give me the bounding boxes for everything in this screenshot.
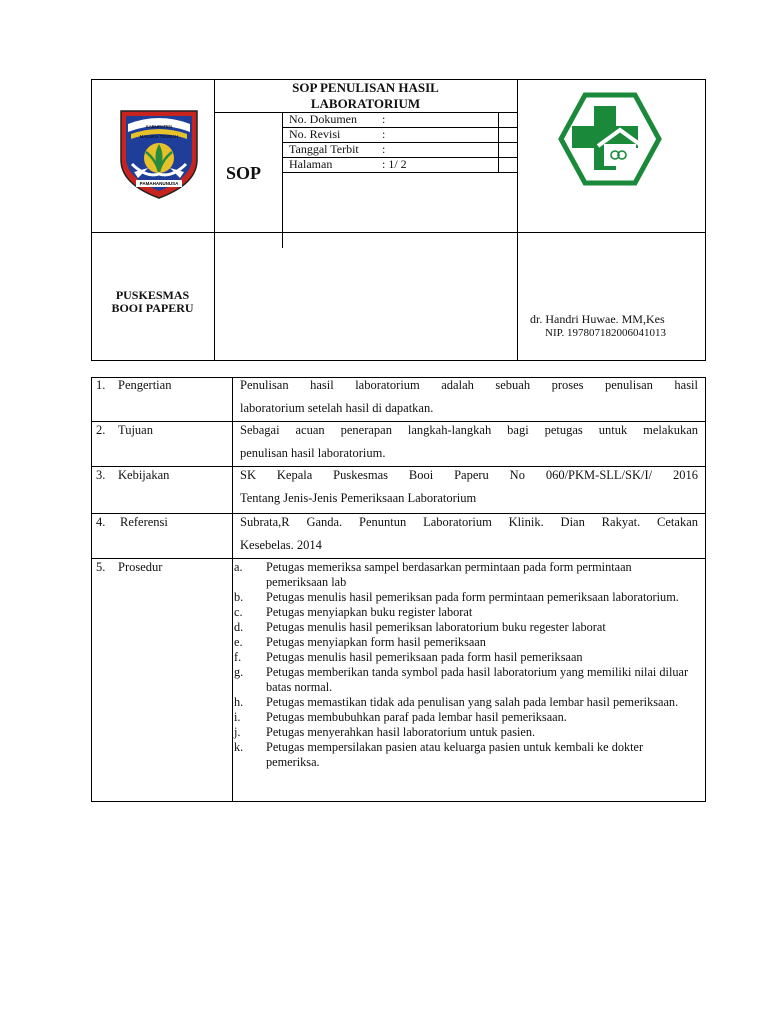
org-line-2: BOOI PAPERU xyxy=(111,301,194,315)
procedure-step-text: Petugas menulis hasil pemeriksan pada form permintaan pemeriksaan laboratorium. xyxy=(266,590,679,604)
signatory-nip: NIP. 197807182006041013 xyxy=(545,327,667,339)
section-content xyxy=(240,374,698,420)
doc-field-value: : xyxy=(382,127,386,141)
procedure-step-text: Petugas memastikan tidak ada penulisan yang salah pada lembar hasil pemeriksaan. xyxy=(266,695,679,709)
procedure-step xyxy=(234,650,694,665)
content-line: laboratorium setelah hasil di dapatkan. xyxy=(240,401,434,415)
procedure-step-text: Petugas memeriksa sampel berdasarkan permintaan pada form permintaan pemeriksaan lab xyxy=(266,560,632,589)
procedure-step-text: Petugas mempersilakan pasien atau keluarga pasien untuk kembali ke dokter pemeriksa. xyxy=(266,740,644,769)
content-line: Subrata,R Ganda. Penuntun Laboratorium Klinik. Dian Rakyat. Cetakan xyxy=(240,515,698,529)
section-content xyxy=(240,419,698,465)
procedure-step xyxy=(234,665,694,695)
content-line: Kesebelas. 2014 xyxy=(240,538,322,552)
crest-motto: PAMAHANUNUSA xyxy=(139,181,179,186)
section-number: 2. xyxy=(96,423,106,437)
sop-label: SOP xyxy=(226,163,262,183)
procedure-step-letter: c. xyxy=(234,605,243,619)
procedure-step-letter: j. xyxy=(234,725,241,739)
section-number: 3. xyxy=(96,468,106,482)
procedure-list xyxy=(234,560,694,770)
doc-field-value: : 1/ 2 xyxy=(382,157,407,171)
procedure-step-letter: b. xyxy=(234,590,244,604)
title-line-1: SOP PENULISAN HASIL xyxy=(292,80,439,95)
procedure-step-text: Petugas menulis hasil pemeriksaan pada form hasil pemeriksaan xyxy=(266,650,583,664)
regency-crest xyxy=(118,108,200,200)
procedure-step-text: Petugas menyiapkan form hasil pemeriksaan xyxy=(266,635,486,649)
procedure-step xyxy=(234,635,694,650)
section-label: Prosedur xyxy=(118,560,163,574)
crest-sub-text: MALUKU TENGAH xyxy=(139,134,179,139)
procedure-step-text: Petugas memberikan tanda symbol pada hasil laboratorium yang memiliki nilai diluar batas normal. xyxy=(266,665,689,694)
content-line: Tentang Jenis-Jenis Pemeriksaan Laboratorium xyxy=(240,491,477,505)
content-line: penulisan hasil laboratorium. xyxy=(240,446,386,460)
doc-field-label: Halaman xyxy=(289,157,333,171)
procedure-step xyxy=(234,695,694,710)
doc-field-value: : xyxy=(382,112,386,126)
content-line: Penulisan hasil laboratorium adalah sebuah proses penulisan hasil xyxy=(240,378,698,392)
regency-crest-icon xyxy=(118,108,200,200)
procedure-step xyxy=(234,710,694,725)
procedure-step-text: Petugas menyerahkan hasil laboratorium untuk pasien. xyxy=(266,725,536,739)
procedure-step xyxy=(234,725,694,740)
section-number: 4. xyxy=(96,515,106,529)
procedure-step-letter: f. xyxy=(234,650,242,664)
procedure-step xyxy=(234,590,694,605)
procedure-step-letter: e. xyxy=(234,635,243,649)
procedure-step-letter: d. xyxy=(234,620,244,634)
section-label: Pengertian xyxy=(118,378,172,392)
procedure-step-letter: g. xyxy=(234,665,244,679)
section-content xyxy=(240,511,698,557)
section-label: Kebijakan xyxy=(118,468,170,482)
procedure-step-text: Petugas menulis hasil pemeriksan laboratorium buku regester laborat xyxy=(266,620,606,634)
procedure-step xyxy=(234,740,694,770)
organization-name xyxy=(91,289,214,315)
content-line: Sebagai acuan penerapan langkah-langkah bagi petugas untuk melakukan xyxy=(240,423,698,437)
section-label: Referensi xyxy=(120,515,168,529)
org-line-1: PUSKESMAS xyxy=(115,288,190,302)
document-title xyxy=(214,80,517,112)
doc-field-value: : xyxy=(382,142,386,156)
title-line-2: LABORATORIUM xyxy=(310,96,421,111)
procedure-step-letter: a. xyxy=(234,560,243,574)
procedure-step xyxy=(234,605,694,620)
doc-field-label: No. Dokumen xyxy=(289,112,357,126)
section-number: 5. xyxy=(96,560,106,574)
content-line: SK Kepala Puskesmas Booi Paperu No 060/PKM-SLL/SK/I/ 2016 xyxy=(240,468,698,482)
section-number: 1. xyxy=(96,378,106,392)
doc-field-label: Tanggal Terbit xyxy=(289,142,359,156)
puskesmas-green-cross-logo-icon xyxy=(558,92,662,186)
section-content xyxy=(240,464,698,510)
procedure-step-text: Petugas menyiapkan buku register laborat xyxy=(266,605,473,619)
procedure-step xyxy=(234,560,694,590)
procedure-step-letter: i. xyxy=(234,710,241,724)
procedure-step-letter: h. xyxy=(234,695,244,709)
section-label: Tujuan xyxy=(118,423,153,437)
procedure-step-text: Petugas membubuhkan paraf pada lembar hasil pemeriksaan. xyxy=(266,710,567,724)
procedure-step xyxy=(234,620,694,635)
signatory-name: dr. Handri Huwae. MM,Kes xyxy=(530,312,665,326)
doc-field-label: No. Revisi xyxy=(289,127,341,141)
crest-top-text: KABUPATEN xyxy=(145,124,173,129)
procedure-step-letter: k. xyxy=(234,740,244,754)
